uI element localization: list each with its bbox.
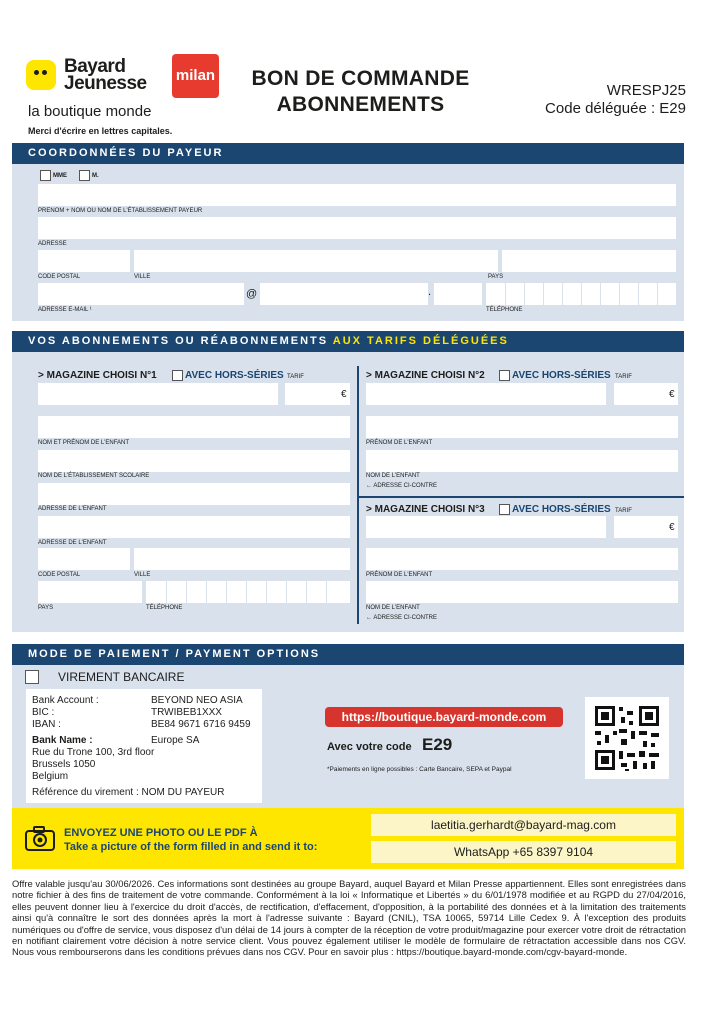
bic-value: TRWIBEB1XXX: [151, 707, 222, 718]
m-label: M.: [92, 173, 99, 179]
magazine-1-label: > MAGAZINE CHOISI N°1: [38, 370, 157, 381]
child1-school-field[interactable]: [38, 450, 350, 472]
transfer-reference: Référence du virement : NOM DU PAYEUR: [32, 787, 225, 798]
bic-key: BIC :: [32, 707, 55, 718]
m-checkbox[interactable]: [79, 170, 90, 181]
magazine-2: [366, 370, 485, 381]
at-sign: @: [246, 288, 258, 300]
magazine-3-label: > MAGAZINE CHOISI N°3: [366, 504, 485, 515]
child1-country-label: PAYS: [38, 605, 54, 611]
bank-address-line1: Rue du Trone 100, 3rd floor: [32, 747, 155, 758]
child1-name-field[interactable]: [38, 416, 350, 438]
bank-details-box: [26, 689, 262, 803]
capitals-instruction: Merci d'écrire en lettres capitales.: [28, 126, 173, 136]
bayard-face-icon: [26, 60, 56, 90]
qr-code-icon: [585, 697, 669, 779]
payer-email-user-field[interactable]: [38, 283, 244, 305]
payer-email-label: ADRESSE E-MAIL ¹: [38, 307, 92, 313]
bank-address-line2: Brussels 1050: [32, 759, 96, 770]
payer-address-field[interactable]: [38, 217, 676, 239]
column-divider: [357, 366, 359, 624]
code-value: E29: [422, 735, 453, 754]
child1-postal-label: CODE POSTAL: [38, 572, 81, 578]
payer-email-domain-field[interactable]: [260, 283, 428, 305]
subscriptions-section-header: [12, 331, 684, 352]
send-photo-banner: [12, 808, 684, 869]
bank-account-value: BEYOND NEO ASIA: [151, 695, 243, 706]
child3-first-field[interactable]: [366, 548, 678, 570]
mag1-tarif-label: TARIF: [287, 374, 304, 380]
bank-transfer-checkbox[interactable]: [25, 670, 39, 684]
bank-name-key: Bank Name :: [32, 735, 93, 746]
send-photo-text: [64, 826, 317, 854]
legal-footer: Offre valable jusqu'au 30/06/2026. Ces informations sont destinées au groupe Bayard, auquel Bayard et Milan Presse appartiennent. Elles sont enregistrées dans notre fichier à des fins de traitement de votre commande. Conformément à la loi « Informatique et Libertés » du 6/01/1978 modifiée et au RGPD du 27/04/2016, elles peuvent donner lieu à l'exercice du droit d'accès, de rectification, d'effacement, d'opposition, à la portabilité des données et à la limitation des traitements ainsi qu'à connaître le sort des données après la mort à l'adresse suivante : Bayard (CNIL), TSA 10065, 59714 Lille Cedex 9. À l'exception des produits numériques ou d'offre de service, vous disposez d'un délai de 14 jours à compter de la réception de votre produit/magazine pour exercer votre droit de rétractation en notifiant clairement votre décision à notre service client. Vous pouvez également utiliser le modèle de formulaire de rétractation accessible dans nos CGV. Nous vous rembourserons dans les conditions prévues dans nos CGV. Pour en savoir plus : https://boutique.bayard-monde.com/cgv-bayard-monde.: [12, 878, 686, 958]
bank-transfer-label: VIREMENT BANCAIRE: [58, 670, 185, 684]
brand-line1: Bayard: [64, 56, 126, 77]
child1-postal-field[interactable]: [38, 548, 130, 570]
child1-address2-label: ADRESSE DE L'ENFANT: [38, 540, 107, 546]
ref-code: WRESPJ25: [606, 82, 686, 99]
shop-subtitle: la boutique monde: [28, 103, 152, 120]
child3-last-field[interactable]: [366, 581, 678, 603]
mme-checkbox[interactable]: [40, 170, 51, 181]
mag1-hors-series-label: AVEC HORS-SÉRIES: [185, 370, 284, 381]
payer-country-field[interactable]: [502, 250, 676, 272]
child1-address-field[interactable]: [38, 483, 350, 505]
payer-address-label: ADRESSE: [38, 241, 67, 247]
bank-name-value: Europe SA: [151, 735, 200, 746]
row-divider: [359, 496, 684, 498]
child2-first-label: PRÉNOM DE L'ENFANT: [366, 440, 433, 446]
camera-icon: [24, 824, 56, 852]
reference-block: [545, 82, 686, 118]
title-line1: BON DE COMMANDE: [251, 67, 470, 90]
send-photo-line2: Take a picture of the form filled in and send it to:: [64, 841, 318, 853]
magazine-3: [366, 504, 485, 515]
magazine-2-label: > MAGAZINE CHOISI N°2: [366, 370, 485, 381]
whatsapp-contact-link[interactable]: WhatsApp +65 8397 9104: [371, 841, 676, 863]
child3-first-label: PRÉNOM DE L'ENFANT: [366, 572, 433, 578]
child1-phone-field[interactable]: [146, 581, 350, 603]
page-title: [228, 66, 493, 118]
online-payment-note: *Paiements en ligne possibles : Carte Bancaire, SEPA et Paypal: [327, 766, 512, 773]
child2-first-field[interactable]: [366, 416, 678, 438]
milan-logo: milan: [172, 54, 219, 98]
mag3-hors-series-checkbox[interactable]: [499, 504, 510, 515]
mag3-tarif-label: TARIF: [615, 508, 632, 514]
child2-same-address: ← ADRESSE CI-CONTRE: [366, 483, 438, 489]
mag3-hors-series-label: AVEC HORS-SÉRIES: [512, 504, 611, 515]
payment-section-header: MODE DE PAIEMENT / PAYMENT OPTIONS: [12, 644, 684, 665]
send-photo-line1: ENVOYEZ UNE PHOTO OU LE PDF À: [64, 827, 258, 839]
payer-panel: [12, 164, 684, 321]
mag2-tarif-label: TARIF: [615, 374, 632, 380]
payer-city-field[interactable]: [134, 250, 498, 272]
iban-key: IBAN :: [32, 719, 61, 730]
bayard-jeunesse-logo: [26, 58, 161, 98]
child1-name-label: NOM ET PRÉNOM DE L'ENFANT: [38, 440, 130, 446]
subscriptions-panel: [12, 352, 684, 632]
mag2-hors-series-label: AVEC HORS-SÉRIES: [512, 370, 611, 381]
magazine-1: [38, 370, 157, 381]
payer-postal-field[interactable]: [38, 250, 130, 272]
mag2-name-field[interactable]: [366, 383, 606, 405]
child2-last-label: NOM DE L'ENFANT: [366, 473, 420, 479]
child1-address2-field[interactable]: [38, 516, 350, 538]
qr-code[interactable]: [585, 697, 669, 779]
payer-email-ext-field[interactable]: [434, 283, 482, 305]
payment-panel: [12, 665, 684, 808]
child1-phone-label: TÉLÉPHONE: [146, 605, 183, 611]
child1-school-label: NOM DE L'ÉTABLISSEMENT SCOLAIRE: [38, 473, 150, 479]
bank-account-key: Bank Account :: [32, 695, 99, 706]
subscriptions-highlight: AUX TARIFS DÉLÉGUÉES: [332, 335, 509, 347]
child1-city-label: VILLE: [134, 572, 151, 578]
title-line2: ABONNEMENTS: [276, 93, 445, 116]
brand-line2: Jeunesse: [64, 73, 147, 94]
delegated-code: Code déléguée : E29: [545, 100, 686, 117]
mag2-euro: €: [669, 389, 675, 400]
dot-sign: .: [428, 286, 432, 298]
child1-country-field[interactable]: [38, 581, 142, 603]
child3-last-label: NOM DE L'ENFANT: [366, 605, 420, 611]
mme-label: MME: [53, 173, 67, 179]
child1-city-field[interactable]: [134, 548, 350, 570]
mag1-euro: €: [341, 389, 347, 400]
mag2-hors-series-checkbox[interactable]: [499, 370, 510, 381]
code-label: Avec votre code: [327, 741, 412, 753]
payer-city-label: VILLE: [134, 274, 151, 280]
payer-country-label: PAYS: [488, 274, 504, 280]
child1-address-label: ADRESSE DE L'ENFANT: [38, 506, 107, 512]
mag3-euro: €: [669, 522, 675, 533]
contact-email-link[interactable]: laetitia.gerhardt@bayard-mag.com: [371, 814, 676, 836]
payer-phone-field[interactable]: [486, 283, 676, 305]
child3-same-address: ← ADRESSE CI-CONTRE: [366, 615, 438, 621]
mag1-hors-series-checkbox[interactable]: [172, 370, 183, 381]
bank-address-line3: Belgium: [32, 771, 69, 782]
subscriptions-title: VOS ABONNEMENTS OU RÉABONNEMENTS: [28, 335, 329, 347]
payer-name-label: PRENOM + NOM OU NOM DE L'ÉTABLISSEMENT PAYEUR: [38, 208, 203, 214]
mag3-name-field[interactable]: [366, 516, 606, 538]
iban-value: BE84 9671 6716 9459: [151, 719, 251, 730]
payer-postal-label: CODE POSTAL: [38, 274, 81, 280]
payer-section-header: COORDONNÉES DU PAYEUR: [12, 143, 684, 164]
shop-url-link[interactable]: https://boutique.bayard-monde.com: [325, 707, 563, 727]
payer-name-field[interactable]: [38, 184, 676, 206]
payer-phone-label: TÉLÉPHONE: [486, 307, 523, 313]
mag1-name-field[interactable]: [38, 383, 278, 405]
child2-last-field[interactable]: [366, 450, 678, 472]
